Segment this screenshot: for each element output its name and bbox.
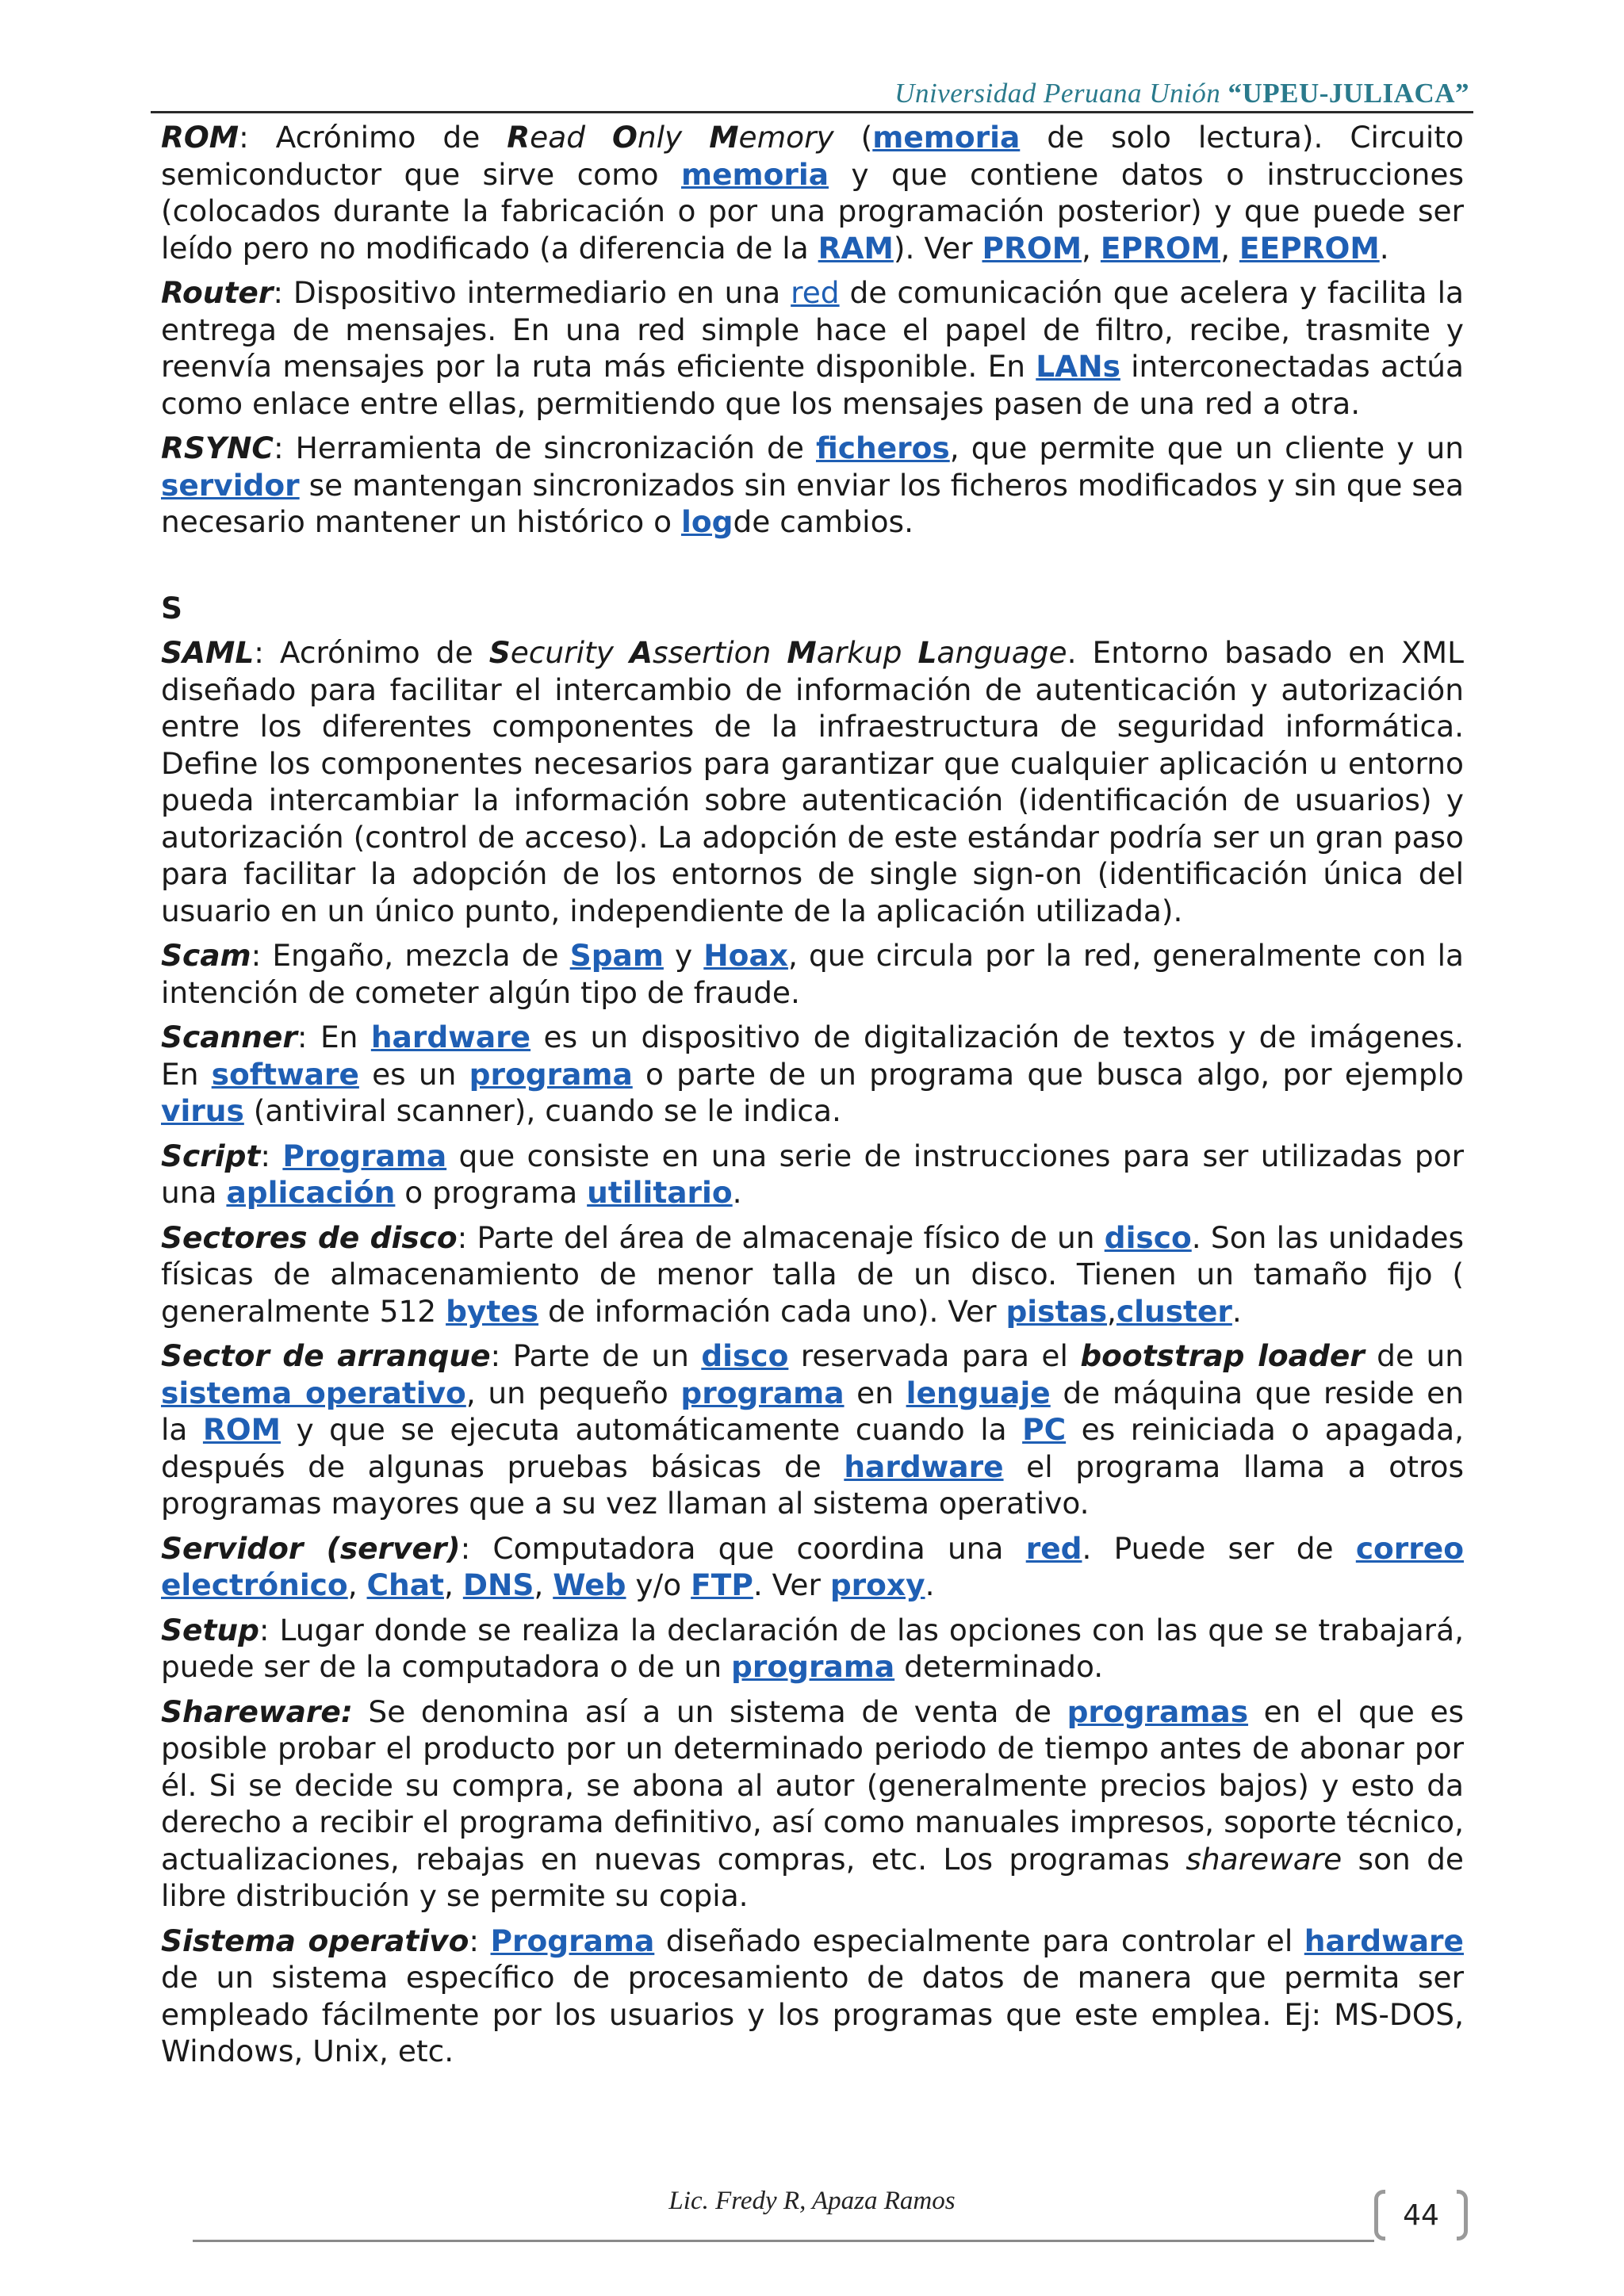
page-header — [894, 78, 1469, 109]
page-number-box — [1374, 2190, 1468, 2241]
term-shareware: Shareware: — [161, 1693, 353, 1729]
page-number: 44 — [1403, 2198, 1439, 2232]
link-prom[interactable]: PROM — [982, 230, 1082, 266]
link-log[interactable]: log — [680, 504, 733, 539]
link-sistema-operativo[interactable]: sistema operativo — [161, 1375, 466, 1410]
link-software[interactable]: software — [211, 1056, 359, 1092]
link-web[interactable]: Web — [553, 1567, 626, 1602]
link-lans[interactable]: LANs — [1036, 349, 1120, 384]
link-pistas[interactable]: pistas — [1005, 1293, 1108, 1329]
term-setup: Setup — [161, 1612, 259, 1647]
link-programa[interactable]: programa — [680, 1375, 845, 1410]
link-ficheros[interactable]: ficheros — [815, 430, 950, 465]
link-programa[interactable]: programa — [469, 1056, 633, 1092]
term-scam: Scam — [161, 938, 251, 973]
entry-shareware: Shareware: Se denomina así a un sistema de venta de programas en el que es posible probar el producto por un determinado periodo de tiempo antes de abonar por él. Si se decide su compra, se abona al autor (generalmente precios bajos) y esto da derecho a recibir el programa definitivo, así como manuales impresos, soporte técnico, actualizaciones, rebajas en nuevas compras, etc. Los programas shareware son de libre distribución y se permite su copia. — [161, 1693, 1465, 1913]
link-programa[interactable]: programa — [731, 1649, 895, 1684]
header-campus: “UPEU-JULIACA” — [1228, 78, 1469, 109]
term-servidor: Servidor (server) — [161, 1530, 461, 1566]
term-router: Router — [161, 275, 274, 310]
link-lenguaje[interactable]: lenguaje — [906, 1375, 1051, 1410]
link-eeprom[interactable]: EEPROM — [1239, 230, 1380, 266]
term-scanner: Scanner — [161, 1020, 297, 1054]
term-rom: ROM — [161, 120, 239, 155]
footer-author: Lic. Fredy R, Apaza Ramos — [668, 2187, 956, 2215]
entry-rsync: RSYNC: Herramienta de sincronización de ficheros, que permite que un cliente y un servidor se mantengan sincronizados sin enviar los ficheros modificados y sin que sea necesario mantener un histórico o logde cambios. — [161, 430, 1464, 539]
link-ram[interactable]: RAM — [818, 230, 894, 266]
entry-rom: ROM: Acrónimo de Read Only Memory (memoria de solo lectura). Circuito semiconductor que sirve como memoria y que contiene datos o instrucciones (colocados durante la fabricación o por una programación posterior) y que puede ser leído pero no modificado (a diferencia de la RAM). Ver PROM, EPROM, EEPROM. — [161, 120, 1464, 266]
term-rsync: RSYNC — [161, 430, 274, 465]
left-bracket-icon — [1374, 2190, 1385, 2241]
shareware-italic: shareware — [1185, 1841, 1342, 1877]
link-rom[interactable]: ROM — [202, 1412, 281, 1447]
link-programas[interactable]: programas — [1067, 1693, 1249, 1729]
entry-saml: SAML: Acrónimo de Security Assertion Markup Language. Entorno basado en XML diseñado para facilitar el intercambio de información de autenticación y autorización entre los diferentes componentes de la infraestructura de seguridad informática. Define los componentes necesarios para garantizar que cualquier aplicación u entorno pueda intercambiar la información sobre autenticación (identificación de usuarios) y autorización (control de acceso). La adopción de este estándar podría ser un gran paso para facilitar la adopción de los entornos de single sign-on (identificación única del usuario en un único punto, independiente de la aplicación utilizada). — [161, 635, 1465, 928]
link-disco[interactable]: disco — [1104, 1219, 1192, 1255]
bootstrap-loader-text: bootstrap loader — [1080, 1338, 1365, 1373]
link-virus[interactable]: virus — [161, 1093, 244, 1128]
term-sectores-de-disco: Sectores de disco — [161, 1219, 458, 1255]
link-spam[interactable]: Spam — [569, 938, 664, 973]
link-programa[interactable]: Programa — [490, 1923, 655, 1958]
link-aplicacion[interactable]: aplicación — [226, 1175, 396, 1210]
link-eprom[interactable]: EPROM — [1100, 230, 1221, 266]
term-sistema-operativo: Sistema operativo — [161, 1923, 469, 1958]
entry-scanner: Scanner: En hardware es un dispositivo de digitalización de textos y de imágenes. En software es un programa o parte de un programa que busca algo, por ejemplo virus (antiviral scanner), cuando se le indica. — [161, 1020, 1465, 1128]
entry-sistema-operativo: Sistema operativo: Programa diseñado especialmente para controlar el hardware de un sistema específico de procesamiento de datos de manera que permita ser empleado fácilmente por los usuarios y los programas que este emplea. Ej: MS-DOS, Windows, Unix, etc. — [161, 1923, 1464, 2068]
term-sector-de-arranque: Sector de arranque — [161, 1338, 491, 1373]
link-ftp[interactable]: FTP — [691, 1567, 753, 1602]
entry-script: Script: Programa que consiste en una serie de instrucciones para ser utilizadas por una aplicación o programa utilitario. — [161, 1138, 1464, 1210]
link-correo-electronico[interactable]: correo electrónico — [161, 1530, 1464, 1602]
link-cluster[interactable]: cluster — [1116, 1293, 1232, 1329]
link-chat[interactable]: Chat — [366, 1567, 444, 1602]
glossary-content — [161, 119, 1464, 2078]
entry-router: Router: Dispositivo intermediario en una red de comunicación que acelera y facilita la entrega de mensajes. En una red simple hace el papel de filtro, recibe, trasmite y reenvía mensajes por la ruta más eficiente disponible. En LANs interconectadas actúa como enlace entre ellas, permitiendo que los mensajes pasen de una red a otra. — [161, 275, 1465, 421]
entry-sectores-de-disco: Sectores de disco: Parte del área de almacenaje físico de un disco. Son las unidades físicas de almacenamiento de menor talla de un disco. Tienen un tamaño fijo ( generalmente 512 bytes de información cada uno). Ver pistas,cluster. — [161, 1219, 1464, 1329]
link-pc[interactable]: PC — [1022, 1412, 1067, 1447]
link-dns[interactable]: DNS — [462, 1567, 534, 1602]
entry-servidor: Servidor (server): Computadora que coordina una red. Puede ser de correo electrónico, Chat, DNS, Web y/o FTP. Ver proxy. — [161, 1530, 1464, 1602]
link-hardware[interactable]: hardware — [1304, 1923, 1464, 1958]
link-proxy[interactable]: proxy — [829, 1567, 925, 1602]
link-utilitario[interactable]: utilitario — [587, 1175, 733, 1210]
entry-scam: Scam: Engaño, mezcla de Spam y Hoax, que circula por la red, generalmente con la intención de cometer algún tipo de fraude. — [161, 938, 1464, 1010]
link-red[interactable]: red — [791, 275, 840, 310]
link-disco[interactable]: disco — [701, 1338, 789, 1373]
link-servidor[interactable]: servidor — [161, 467, 300, 503]
section-letter: S — [161, 590, 183, 626]
link-programa[interactable]: Programa — [282, 1138, 447, 1173]
link-memoria[interactable]: memoria — [872, 120, 1021, 155]
link-hardware[interactable]: hardware — [844, 1448, 1004, 1484]
term-script: Script — [161, 1138, 261, 1173]
link-hoax[interactable]: Hoax — [703, 938, 788, 973]
right-bracket-icon — [1457, 2190, 1468, 2241]
link-red[interactable]: red — [1025, 1530, 1082, 1566]
link-memoria[interactable]: memoria — [681, 156, 829, 192]
entry-setup: Setup: Lugar donde se realiza la declaración de las opciones con las que se trabajará, puede ser de la computadora o de un programa determinado. — [161, 1612, 1464, 1684]
entry-sector-de-arranque: Sector de arranque: Parte de un disco reservada para el bootstrap loader de un sistema operativo, un pequeño programa en lenguaje de máquina que reside en la ROM y que se ejecuta automáticamente cuando la PC es reiniciada o apagada, después de algunas pruebas básicas de hardware el programa llama a otros programas mayores que a su vez llaman al sistema operativo. — [161, 1338, 1465, 1521]
term-saml: SAML — [161, 635, 255, 670]
link-bytes[interactable]: bytes — [446, 1293, 539, 1329]
link-hardware[interactable]: hardware — [370, 1020, 531, 1054]
header-rule — [151, 111, 1473, 113]
footer-rule — [193, 2240, 1374, 2242]
header-institution: Universidad Peruana Unión — [894, 78, 1228, 109]
